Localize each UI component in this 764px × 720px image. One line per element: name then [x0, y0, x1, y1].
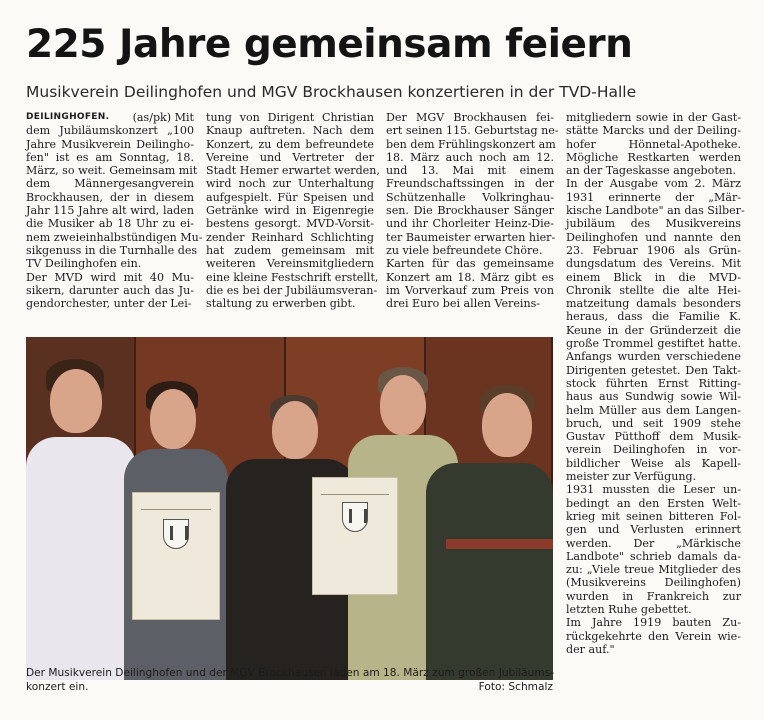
text-line: bestens gesorgt. MVD-Vorsit-: [206, 217, 374, 231]
certificate-right: [312, 477, 398, 595]
subheadline: Musikverein Deilinghofen und MGV Brockhausen konzertieren in der TVD-Halle: [26, 83, 637, 101]
text-line: bruch, und seit 1909 stehe: [566, 416, 741, 430]
text-line: Anfangs wurden verschiedene: [566, 350, 741, 364]
text-line: Vereine und Vertreter der: [206, 150, 374, 164]
text-line: aufgespielt. Für Speisen und: [206, 190, 374, 204]
text-line: zender Reinhard Schlichting: [206, 230, 374, 244]
article-column-3: [386, 111, 559, 311]
photo-caption: [26, 666, 553, 694]
text-line: März, so weit. Gemeinsam mit: [26, 164, 198, 178]
text-line: wird noch zur Unterhaltung: [206, 177, 374, 191]
headline: 225 Jahre gemeinsam feiern: [26, 22, 633, 67]
text-line: mitgliedern sowie in der Gast-: [566, 111, 741, 124]
text-line: In der Ausgabe vom 2. März: [566, 177, 741, 191]
text-line: sikern, darunter auch das Ju-: [26, 283, 194, 297]
text-line: tung von Dirigent Christian: [206, 111, 374, 124]
crest-icon: [163, 519, 189, 549]
text-line: dungsdatum des Vereins. Mit: [566, 257, 741, 271]
text-line: letzten Ruhe gebettet.: [566, 602, 692, 616]
text-line: 1931 erinnerte der „Mär-: [566, 190, 741, 204]
text-line: haus aus Sundwig sowie Wil-: [566, 390, 741, 404]
text-line: matzeitung damals besonders: [566, 297, 741, 311]
group-photo: [26, 337, 553, 680]
text-line: ben dem Frühlingskonzert am: [386, 137, 556, 151]
text-line: TV Deilinghofen ein.: [26, 257, 142, 271]
dateline: DEILINGHOFEN.: [26, 112, 110, 122]
text-line: Karten für das gemeinsame: [386, 257, 554, 271]
text-line: der auf.": [566, 642, 615, 656]
text-line: Knaup auftreten. Nach dem: [206, 124, 374, 138]
text-line: Deilinghofen und nannte den: [566, 230, 741, 244]
text-line: Jahr 115 Jahre alt wird, laden: [26, 204, 194, 218]
text-line: krieg mit seinen bitteren Fol-: [566, 509, 741, 523]
text-line: dem Jubiläumskonzert „100: [26, 124, 194, 138]
text-line: Konzert am 18. März gibt es: [386, 270, 554, 284]
text-line: nem zweieinhalbstündigen Mu-: [26, 230, 203, 244]
text-line: fen" ist es am Sonntag, 18.: [26, 150, 194, 164]
text-line: Brockhausen, der in diesem: [26, 190, 194, 204]
text-line: gendorchester, unter der Lei-: [26, 297, 192, 311]
text-line: eine kleine Festschrift erstellt,: [206, 270, 379, 284]
text-line: jubiläum des Musikvereins: [566, 217, 741, 231]
text-line: ert seinen 115. Geburtstag ne-: [386, 124, 559, 138]
text-line: 18. März auch noch am 12.: [386, 150, 554, 164]
crest-icon: [342, 502, 368, 532]
text-line: weiteren Vereinsmitgliedern: [206, 257, 374, 271]
text-line: Mögliche Restkarten werden: [566, 150, 741, 164]
article-column-2: [206, 111, 380, 311]
text-line: bedingt an den Ersten Welt-: [566, 496, 741, 510]
text-line: helm Müller aus dem Langen-: [566, 403, 741, 417]
text-line: wurden in Frankreich zur: [566, 589, 741, 603]
text-line: hofer Hönnetal-Apotheke.: [566, 137, 741, 151]
text-line: bildlicher Weise als Kapell-: [566, 456, 741, 470]
certificate-left: [132, 492, 220, 620]
text-line: staltung zu erwerben gibt.: [206, 297, 356, 311]
text-line: drei Euro bei allen Vereins-: [386, 297, 541, 311]
text-line: und ihr Chorleiter Heinz-Die-: [386, 217, 554, 231]
text-line: stock führten Ernst Ritting-: [566, 376, 741, 390]
text-line: 1931 mussten die Leser un-: [566, 483, 741, 497]
text-line: zu viele befreundete Chöre.: [386, 243, 543, 257]
text-line: werden. Der „Märkische: [566, 536, 741, 550]
text-line: dem Männergesangverein: [26, 177, 194, 191]
text-line: Landbote" schrieb damals da-: [566, 549, 741, 563]
caption-line-1: Der Musikverein Deilinghofen und der MGV Brockhausen laden am 18. März zum großen Jubiläums-: [26, 667, 555, 679]
text-line: Im Jahre 1919 bauten Zu-: [566, 616, 741, 630]
text-line: 23. Februar 1906 als Grün-: [566, 243, 741, 257]
text-line: Getränke wird in Eigenregie: [206, 204, 374, 218]
text-line: verein Deilinghofen in vor-: [566, 443, 741, 457]
text-line: Chronik stellte die alte Hei-: [566, 283, 741, 297]
text-line: kische Landbote" an das Silber-: [566, 204, 745, 218]
text-line: zu: „Viele treue Mitglieder des: [566, 563, 741, 577]
text-line: die es bei der Jubiläumsveran-: [206, 283, 378, 297]
text-line: im Vorverkauf zum Preis von: [386, 283, 554, 297]
text-line: gen und Verlusten erinnert: [566, 523, 741, 537]
text-line: stätte Marcks und der Deiling-: [566, 124, 741, 138]
text-line: Schützenhalle Volkringhau-: [386, 190, 554, 204]
article-column-4: [566, 111, 745, 656]
text-line: ter Baumeister erwarten hier-: [386, 230, 556, 244]
text-line: meister zur Verfügung.: [566, 470, 697, 484]
text-line: Konzert, zu dem befreundete: [206, 137, 374, 151]
text-line: Freundschaftssingen in der: [386, 177, 554, 191]
text-line: rückgekehrte den Verein wie-: [566, 629, 741, 643]
text-line: sen. Die Brockhauser Sänger: [386, 204, 554, 218]
text-line: sikgenuss in die Turnhalle des: [26, 243, 198, 257]
text-line: hat zudem gemeinsam mit: [206, 243, 374, 257]
text-line: Keune in der Gründerzeit die: [566, 323, 741, 337]
caption-line-2: konzert ein.: [26, 681, 89, 693]
text-line: (Musikvereins Deilinghofen): [566, 576, 741, 590]
text-line: Gustav Pütthoff dem Musik-: [566, 430, 741, 444]
text-line: Jahre Musikverein Deilingho-: [26, 137, 194, 151]
text-line: und 13. Mai mit einem: [386, 164, 554, 178]
article-column-1: [26, 111, 203, 311]
text-line: Der MVD wird mit 40 Mu-: [26, 270, 194, 284]
text-line: einem Blick in die MVD-: [566, 270, 741, 284]
photo-credit: Foto: Schmalz: [478, 681, 553, 693]
text-line: die Musiker ab 18 Uhr zu ei-: [26, 217, 194, 231]
text-line: Der MGV Brockhausen fei-: [386, 111, 554, 124]
text-line: DEILINGHOFEN. (as/pk) Mit: [26, 111, 194, 124]
text-line: große Trommel gestiftet hatte.: [566, 337, 741, 351]
text-line: an der Tageskasse angeboten.: [566, 164, 737, 178]
text-line: Stadt Hemer erwartet werden,: [206, 164, 380, 178]
text-line: Dirigenten getestet. Den Takt-: [566, 363, 741, 377]
text-line: heraus, dass die Familie K.: [566, 310, 741, 324]
